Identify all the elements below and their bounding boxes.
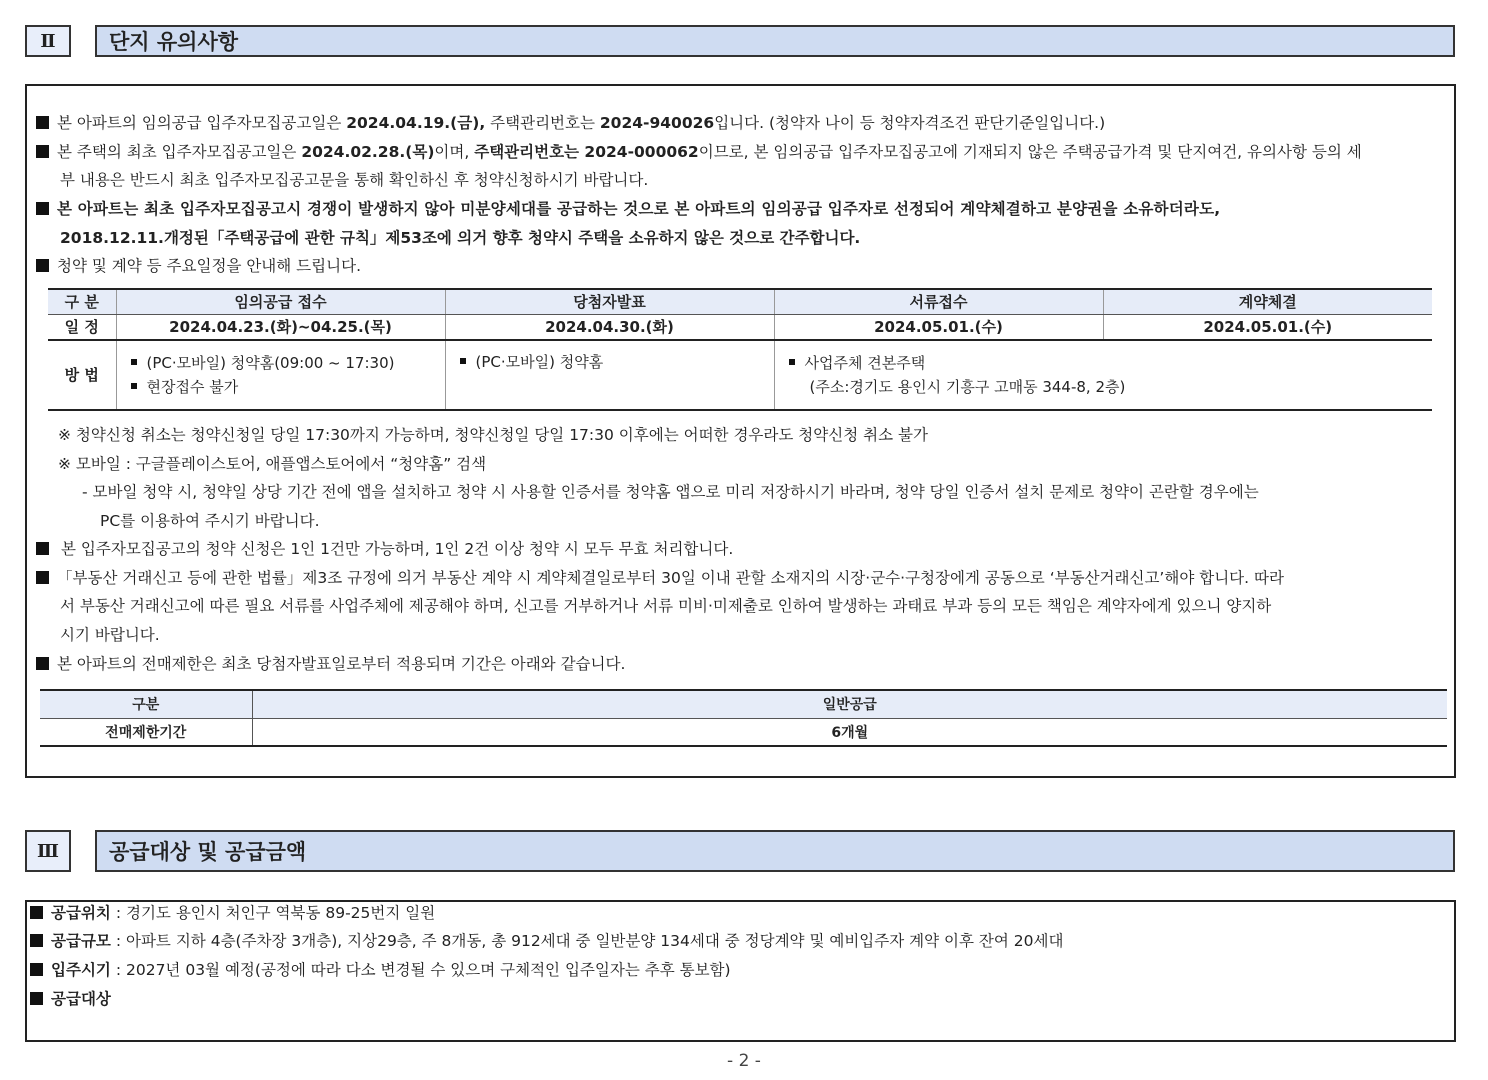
bullet-square-icon xyxy=(36,542,49,555)
table-cell: 6개월 xyxy=(252,718,1447,746)
table-cell: 2024.05.01.(수) xyxy=(1103,314,1432,340)
bullet-square-icon xyxy=(36,259,49,272)
col-header: 구분 xyxy=(40,690,252,718)
table-row xyxy=(40,718,1447,746)
notice-item-6-cont: 서 부동산 거래신고에 따른 필요 서류를 사업주체에 제공해야 하며, 신고를 거부하거나 서류 미비·미제출로 인하여 발생하는 과태료 부과 등의 모든 책임은 계약자에게 있으니 양지하 xyxy=(60,597,1272,615)
col-header: 계약체결 xyxy=(1103,289,1432,314)
move-in-date: 입주시기 : 2027년 03월 예정(공정에 따라 다소 변경될 수 있으며 구체적인 입주일자는 추후 통보함) xyxy=(30,960,731,980)
supply-target: 공급대상 xyxy=(30,989,111,1009)
notice-item-3-cont: 2018.12.11.개정된「주택공급에 관한 규칙」제53조에 의거 향후 청약시 주택을 소유하지 않은 것으로 간주합니다. xyxy=(60,229,861,247)
table-cell: (PC·모바일) 청약홈 xyxy=(445,340,774,410)
supply-location: 공급위치 : 경기도 용인시 처인구 역북동 89-25번지 일원 xyxy=(30,903,435,923)
page-number: - 2 - xyxy=(727,1051,761,1071)
notice-item-7: 본 아파트의 전매제한은 최초 당첨자발표일로부터 적용되며 기간은 아래와 같습니다. xyxy=(36,654,625,674)
bullet-square-icon xyxy=(36,657,49,670)
table-row xyxy=(40,690,1447,718)
supply-scale: 공급규모 : 아파트 지하 4층(주차장 3개층), 지상29층, 주 8개동, 총 912세대 중 일반분양 134세대 중 정당계약 및 예비입주자 계약 이후 잔여 20세대 xyxy=(30,931,1063,951)
col-header: 서류접수 xyxy=(774,289,1103,314)
bullet-square-icon xyxy=(460,358,466,364)
bullet-square-icon xyxy=(789,359,795,365)
section-title: 단지 유의사항 xyxy=(95,25,1455,57)
notice-item-6: 「부동산 거래신고 등에 관한 법률」제3조 규정에 의거 부동산 계약 시 계약체결일로부터 30일 이내 관할 소재지의 시장·군수·구청장에게 공동으로 ‘부동산거래신고’해야 합니다. 따라 xyxy=(36,568,1446,588)
bullet-square-icon xyxy=(30,992,43,1005)
row-label: 방 법 xyxy=(48,340,116,410)
table-row xyxy=(48,314,1432,340)
bullet-square-icon xyxy=(36,145,49,158)
table-cell: 2024.04.30.(화) xyxy=(445,314,774,340)
col-header: 당첨자발표 xyxy=(445,289,774,314)
table-cell: (PC·모바일) 청약홈(09:00 ~ 17:30) 현장접수 불가 xyxy=(116,340,445,410)
notice-item-6-cont2: 시기 바랍니다. xyxy=(60,626,160,644)
section-title: 공급대상 및 공급금액 xyxy=(95,830,1455,872)
col-header: 임의공급 접수 xyxy=(116,289,445,314)
bullet-square-icon xyxy=(131,359,137,365)
table-cell: 2024.05.01.(수) xyxy=(774,314,1103,340)
table-cell: 전매제한기간 xyxy=(40,718,252,746)
notice-item-1: 본 아파트의 임의공급 입주자모집공고일은 2024.04.19.(금), 주택관리번호는 2024-940026입니다. (청약자 나이 등 청약자격조건 판단기준일입니다.) xyxy=(36,113,1105,133)
resale-table xyxy=(40,689,1447,747)
bullet-square-icon xyxy=(30,906,43,919)
bullet-square-icon xyxy=(36,116,49,129)
notice-item-3: 본 아파트는 최초 입주자모집공고시 경쟁이 발생하지 않아 미분양세대를 공급하는 것으로 본 아파트의 임의공급 입주자로 선정되어 계약체결하고 분양권을 소유하더라도, xyxy=(36,199,1446,219)
notice-item-4: 청약 및 계약 등 주요일정을 안내해 드립니다. xyxy=(36,256,361,276)
bullet-square-icon xyxy=(131,383,137,389)
notice-item-2: 본 주택의 최초 입주자모집공고일은 2024.02.28.(목)이며, 주택관리번호는 2024-000062이므로, 본 임의공급 입주자모집공고에 기재되지 않은 주택공급가격 및 단지여건, 유의사항 등의 세 xyxy=(36,142,1446,162)
bullet-square-icon xyxy=(30,963,43,976)
section-number: Ⅲ xyxy=(25,830,71,872)
col-header: 일반공급 xyxy=(252,690,1447,718)
notice-item-2-cont: 부 내용은 반드시 최초 입주자모집공고문을 통해 확인하신 후 청약신청하시기 바랍니다. xyxy=(60,171,649,189)
row-label: 구 분 xyxy=(48,289,116,314)
table-cell: 2024.04.23.(화)~04.25.(목) xyxy=(116,314,445,340)
schedule-table xyxy=(48,288,1432,411)
note-cancel: ※ 청약신청 취소는 청약신청일 당일 17:30까지 가능하며, 청약신청일 당일 17:30 이후에는 어떠한 경우라도 청약신청 취소 불가 xyxy=(58,426,928,444)
section-number: Ⅱ xyxy=(25,25,71,57)
bullet-square-icon xyxy=(36,202,49,215)
table-row xyxy=(48,340,1432,410)
notice-item-5: 본 입주자모집공고의 청약 신청은 1인 1건만 가능하며, 1인 2건 이상 청약 시 모두 무효 처리합니다. xyxy=(36,539,733,559)
note-mobile: ※ 모바일 : 구글플레이스토어, 애플앱스토어에서 “청약홈” 검색 xyxy=(58,455,487,473)
note-mobile-detail: - 모바일 청약 시, 청약일 상당 기간 전에 앱을 설치하고 청약 시 사용할 인증서를 청약홈 앱으로 미리 저장하시기 바라며, 청약 당일 인증서 설치 문제로 청약이 곤란할 경우에는 xyxy=(82,483,1259,501)
table-row xyxy=(48,289,1432,314)
note-mobile-detail-cont: PC를 이용하여 주시기 바랍니다. xyxy=(100,512,320,530)
row-label: 일 정 xyxy=(48,314,116,340)
table-cell: 사업주체 견본주택 (주소:경기도 용인시 기흥구 고매동 344-8, 2층) xyxy=(774,340,1432,410)
bullet-square-icon xyxy=(36,571,49,584)
bullet-square-icon xyxy=(30,934,43,947)
